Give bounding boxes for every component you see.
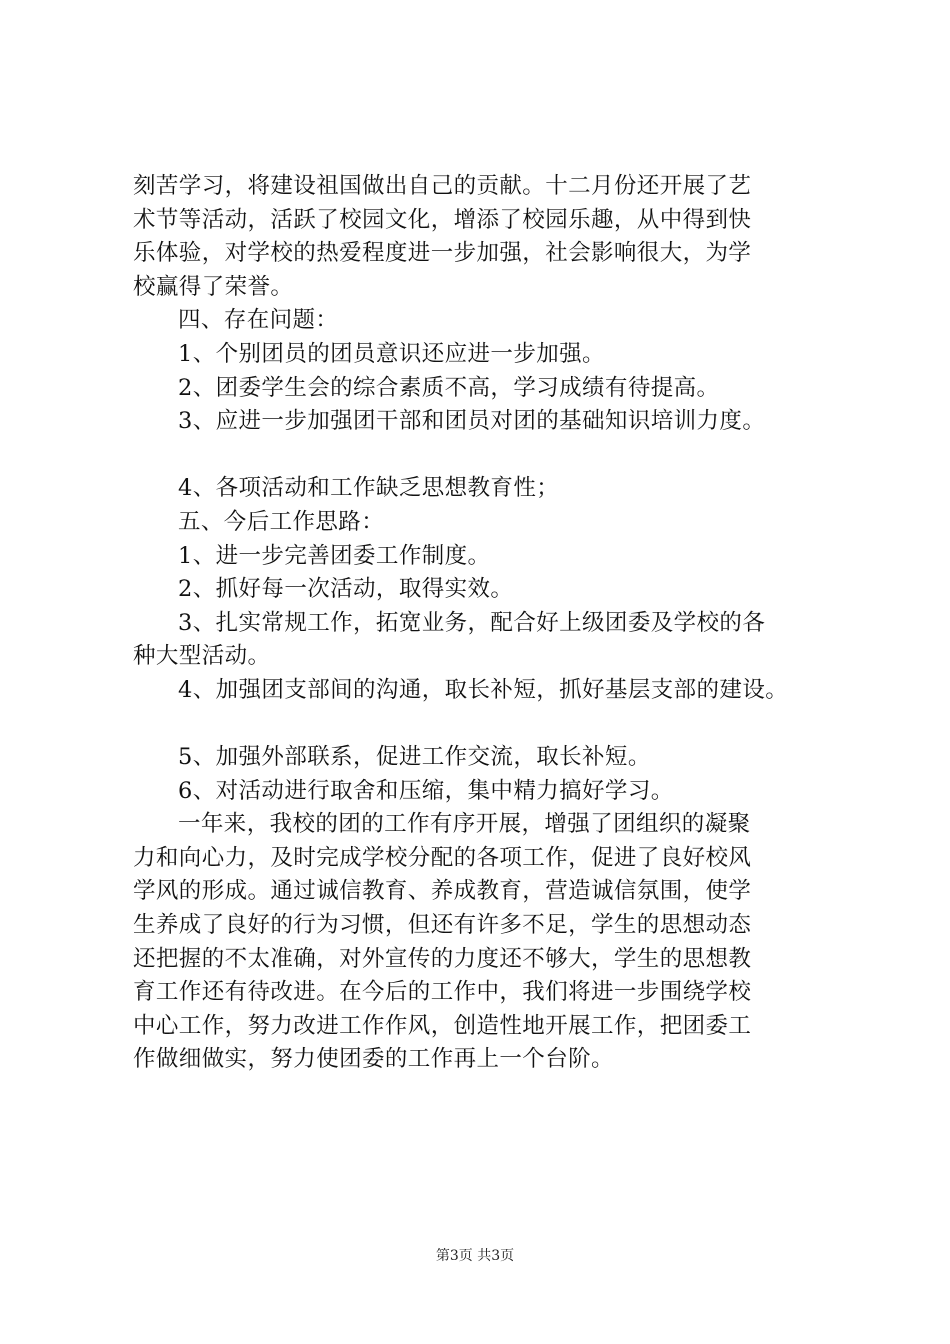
list-item: 6、对活动进行取舍和压缩，集中精力搞好学习。 [178,777,674,804]
list-item: 2、团委学生会的综合素质不高，学习成绩有待提高。 [178,374,720,401]
paragraph-line: 力和向心力，及时完成学校分配的各项工作，促进了良好校风 [133,844,752,871]
paragraph-line: 生养成了良好的行为习惯，但还有许多不足，学生的思想动态 [133,912,752,939]
document-body [133,170,833,1077]
paragraph-line: 还把握的不太准确，对外宣传的力度还不够大，学生的思想教 [133,945,752,972]
list-item: 2、抓好每一次活动，取得实效。 [178,576,514,603]
list-item: 4、加强团支部间的沟通，取长补短，抓好基层支部的建设。 [178,676,789,703]
list-item: 4、各项活动和工作缺乏思想教育性； [178,475,560,502]
paragraph-line: 术节等活动，活跃了校园文化，增添了校园乐趣，从中得到快 [133,206,752,233]
paragraph-line: 乐体验，对学校的热爱程度进一步加强，社会影响很大，为学 [133,240,752,267]
paragraph-line: 学风的形成。通过诚信教育、养成教育，营造诚信氛围，使学 [133,878,752,905]
list-item: 5、加强外部联系，促进工作交流，取长补短。 [178,744,651,771]
section-heading-plans: 五、今后工作思路： [178,508,385,535]
paragraph-line: 中心工作，努力改进工作作风，创造性地开展工作，把团委工 [133,1012,752,1039]
list-item: 1、个别团员的团员意识还应进一步加强。 [178,340,605,367]
blank-line [133,439,833,473]
paragraph-line: 一年来，我校的团的工作有序开展，增强了团组织的凝聚 [178,811,751,838]
list-item: 1、进一步完善团委工作制度。 [178,542,491,569]
paragraph-line: 刻苦学习，将建设祖国做出自己的贡献。十二月份还开展了艺 [133,173,752,199]
blank-line [133,708,833,742]
paragraph-line: 作做细做实，努力使团委的工作再上一个台阶。 [133,1046,614,1073]
paragraph-line: 种大型活动。 [133,643,271,670]
paragraph-line: 校赢得了荣誉。 [133,273,294,300]
list-item: 3、扎实常规工作，拓宽业务，配合好上级团委及学校的各 [178,609,766,636]
section-heading-issues: 四、存在问题： [178,307,339,334]
paragraph-line: 育工作还有待改进。在今后的工作中，我们将进一步围绕学校 [133,979,752,1006]
list-item: 3、应进一步加强团干部和团员对团的基础知识培训力度。 [178,408,766,435]
page-number-footer: 第3页 共3页 [435,1248,515,1264]
